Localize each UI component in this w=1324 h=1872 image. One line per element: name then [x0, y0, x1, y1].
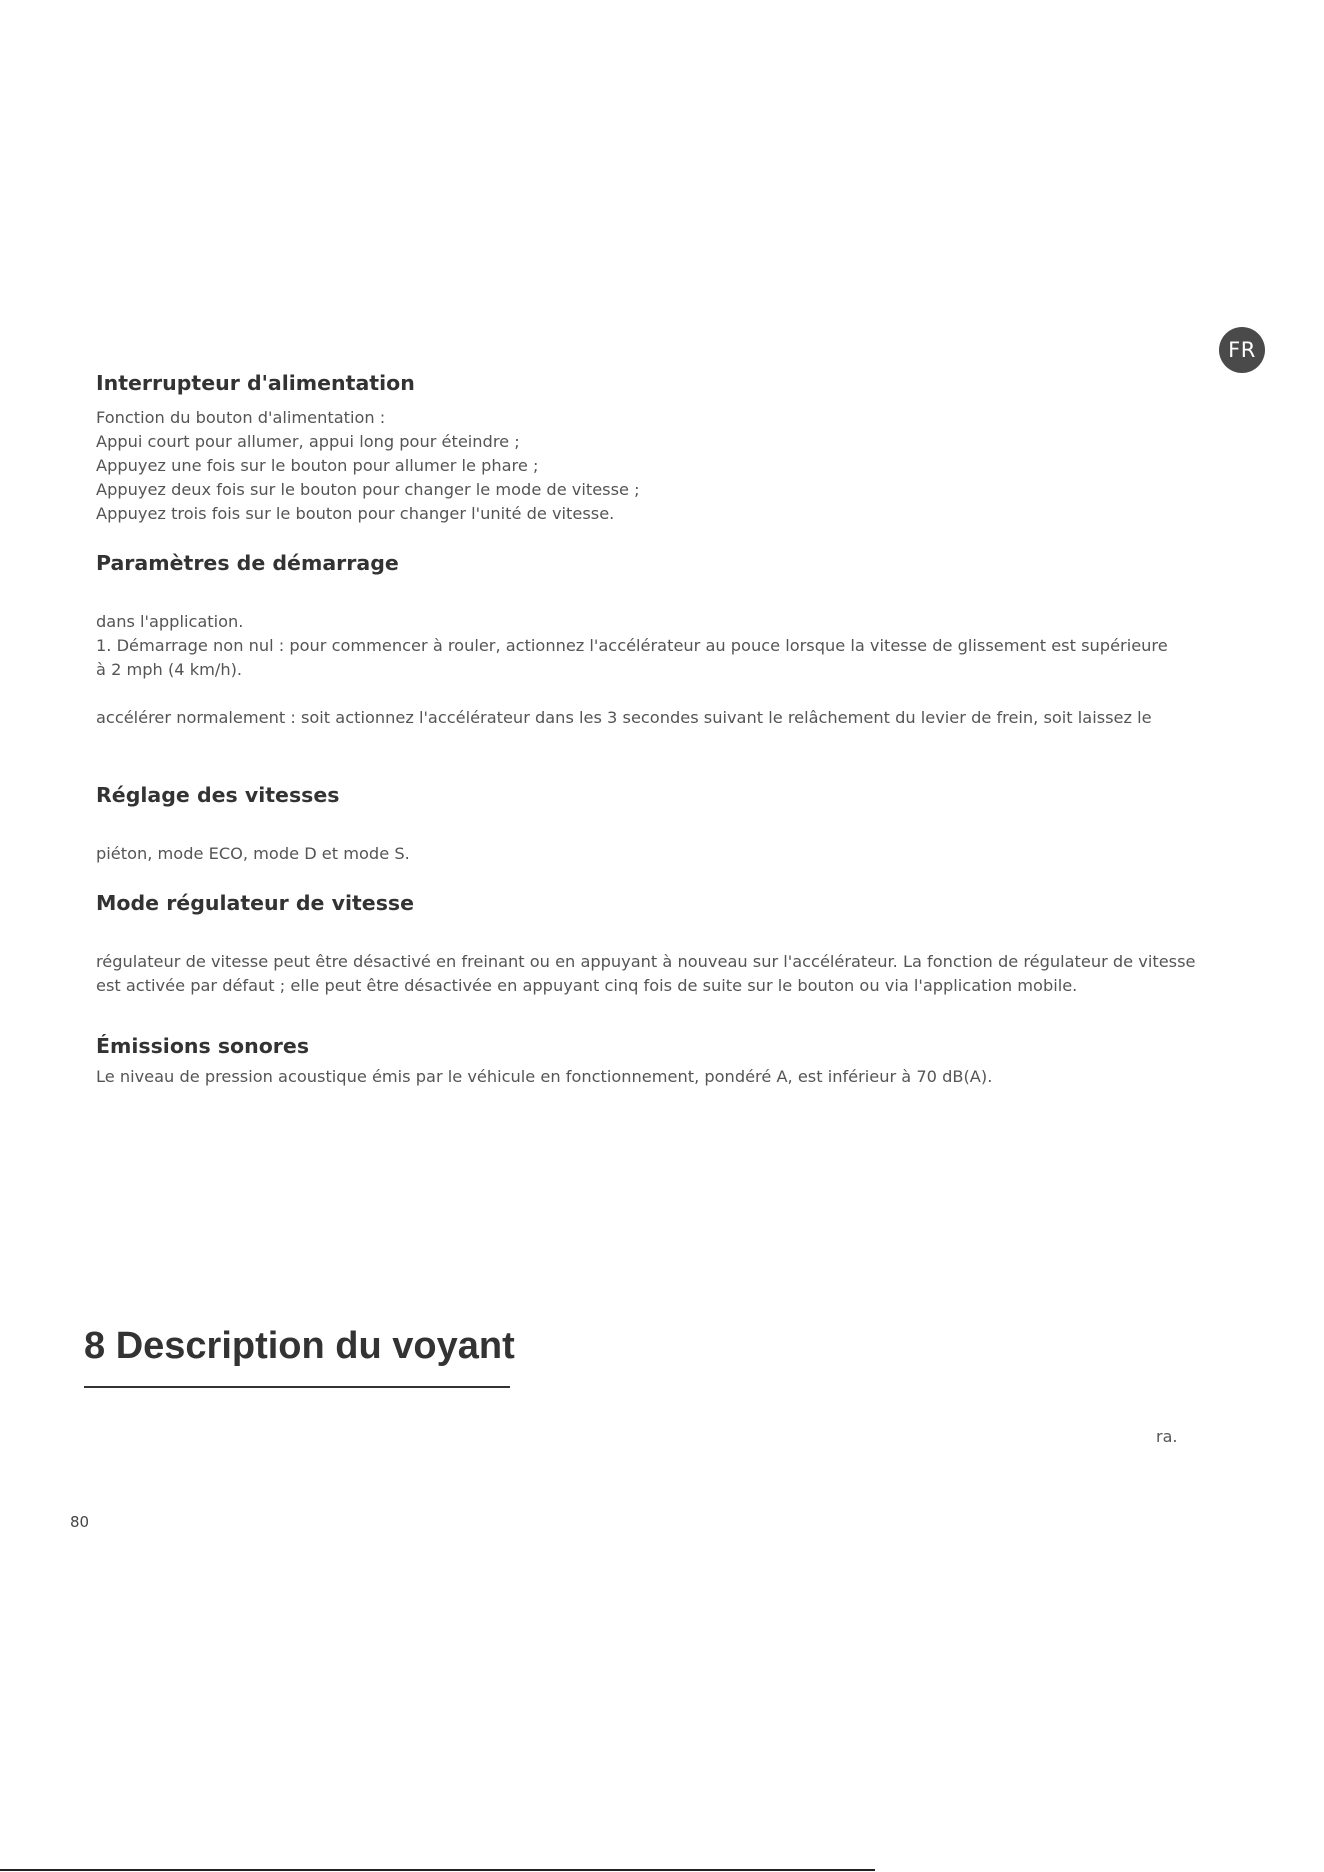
- paragraph-line: Fonction du bouton d'alimentation :: [96, 408, 386, 427]
- stray-text: ra.: [1156, 1427, 1178, 1446]
- paragraph-line: régulateur de vitesse peut être désactivé en freinant ou en appuyant à nouveau sur l'accélérateur. La fonction de régulateur de vitesse: [96, 952, 1196, 971]
- paragraph-line: Appuyez deux fois sur le bouton pour changer le mode de vitesse ;: [96, 480, 640, 499]
- section-title: Émissions sonores: [96, 1034, 310, 1058]
- page-number: 80: [70, 1513, 90, 1531]
- paragraph-line: Appuyez trois fois sur le bouton pour changer l'unité de vitesse.: [96, 504, 615, 523]
- section-power-switch: [96, 368, 1256, 526]
- section-title: Paramètres de démarrage: [96, 551, 399, 575]
- section-title: Interrupteur d'alimentation: [96, 371, 415, 395]
- paragraph-line: 1. Démarrage non nul : pour commencer à rouler, actionnez l'accélérateur au pouce lorsque la vitesse de glissement est supérieure: [96, 636, 1168, 655]
- paragraph-line: Appui court pour allumer, appui long pour éteindre ;: [96, 432, 520, 451]
- bottom-divider: [0, 1869, 875, 1871]
- section-startup-settings: [96, 548, 1256, 730]
- section-noise-emissions: [96, 1031, 1256, 1089]
- paragraph-line: est activée par défaut ; elle peut être désactivée en appuyant cinq fois de suite sur le bouton ou via l'application mobile.: [96, 976, 1078, 995]
- section-title: Mode régulateur de vitesse: [96, 891, 415, 915]
- paragraph-line: dans l'application.: [96, 612, 244, 631]
- paragraph-line: Appuyez une fois sur le bouton pour allumer le phare ;: [96, 456, 539, 475]
- paragraph-line: à 2 mph (4 km/h).: [96, 660, 243, 679]
- section-speed-setting: [96, 780, 1256, 866]
- paragraph-line: Le niveau de pression acoustique émis par le véhicule en fonctionnement, pondéré A, est inférieur à 70 dB(A).: [96, 1067, 993, 1086]
- paragraph-line: piéton, mode ECO, mode D et mode S.: [96, 844, 410, 863]
- paragraph-line: accélérer normalement : soit actionnez l'accélérateur dans les 3 secondes suivant le relâchement du levier de frein, soit laissez le: [96, 708, 1152, 727]
- chapter-underline: [84, 1386, 510, 1388]
- language-badge: FR: [1219, 327, 1265, 373]
- section-title: Réglage des vitesses: [96, 783, 340, 807]
- section-cruise-control: [96, 888, 1256, 998]
- chapter-title: 8 Description du voyant: [84, 1325, 515, 1367]
